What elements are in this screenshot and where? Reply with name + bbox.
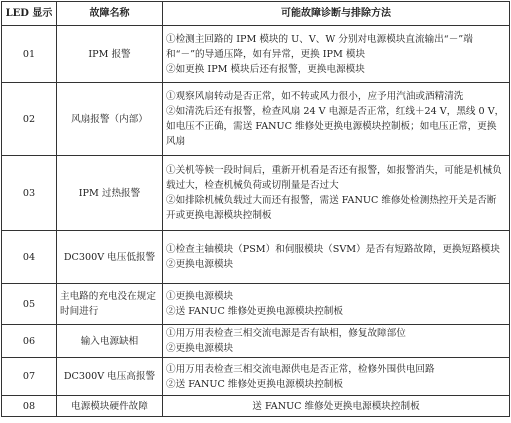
diagnosis-step: ①观察风扇转动是否正常，如不转或风力很小，应予用汽油或酒精清洗 [166, 91, 464, 102]
fault-name: DC300V 电压高报警 [57, 358, 163, 396]
header-led-display: LED 显示 [2, 2, 57, 26]
fault-name: IPM 过热报警 [57, 156, 163, 231]
fault-name: DC300V 电压低报警 [57, 231, 163, 284]
diagnosis-cell [163, 325, 510, 358]
diagnosis-step: ②如排除机械负载过大而还有报警，需送 FANUC 维修处检测热控开关是否断开或更换电源模块控制板 [166, 195, 497, 221]
diagnosis-step: 送 FANUC 维修处更换电源模块控制板 [252, 400, 420, 412]
table-row [2, 284, 510, 325]
led-code: 03 [2, 156, 57, 231]
diagnosis-step: ①更换电源模块 [166, 291, 234, 302]
diagnosis-step: ②如清洗后还有报警，检查风扇 24 V 电源是否正常，红线＋24 V，黑线 0 V，如电压不正确，需送 FANUC 维修处更换电源模块控制板；如电压正常，更换风扇 [166, 106, 505, 147]
diagnosis-cell [163, 156, 510, 231]
diagnosis-step: ②如更换 IPM 模块后还有报警，更换电源模块 [166, 63, 365, 75]
table-row [2, 396, 510, 417]
led-code: 05 [2, 284, 57, 325]
fault-diagnosis-table [1, 1, 510, 417]
diagnosis-cell [163, 358, 510, 396]
table-row [2, 358, 510, 396]
led-code: 04 [2, 231, 57, 284]
diagnosis-cell [163, 83, 510, 156]
header-diagnosis-method: 可能故障诊断与排除方法 [163, 2, 510, 26]
diagnosis-step: ②送 FANUC 维修处更换电源模块控制板 [166, 378, 343, 390]
fault-name: 电源模块硬件故障 [57, 396, 163, 417]
diagnosis-step: ①关机等候一段时间后，重新开机看是否还有报警，如报警消失，可能是机械负载过大，检查机械负荷或切削量是否过大 [166, 165, 502, 191]
diagnosis-cell [163, 231, 510, 284]
table-row [2, 325, 510, 358]
diagnosis-cell [163, 26, 510, 83]
diagnosis-step: ①用万用表检查三相交流电源供电是否正常，检修外围供电回路 [166, 363, 435, 375]
fault-name: 主电路的充电没在规定时间进行 [57, 284, 163, 325]
fault-name: 风扇报警（内部） [57, 83, 163, 156]
diagnosis-cell [163, 284, 510, 325]
diagnosis-step: ①用万用表检查三相交流电源是否有缺相，修复故障部位 [166, 328, 406, 339]
diagnosis-cell [163, 396, 510, 417]
led-code: 07 [2, 358, 57, 396]
table-row [2, 83, 510, 156]
diagnosis-step: ②更换电源模块 [166, 343, 234, 354]
led-code: 02 [2, 83, 57, 156]
led-code: 01 [2, 26, 57, 83]
header-fault-name: 故障名称 [57, 2, 163, 26]
table-row [2, 156, 510, 231]
fault-name: IPM 报警 [57, 26, 163, 83]
led-code: 06 [2, 325, 57, 358]
header-row [2, 2, 510, 26]
fault-name: 输入电源缺相 [57, 325, 163, 358]
diagnosis-step: ①检测主回路的 IPM 模块的 U、V、W 分别对电源模块直流输出“－”端和“－”的导通压降，如有异常，更换 IPM 模块 [166, 33, 473, 60]
diagnosis-step: ②更换电源模块 [166, 259, 234, 270]
table-row [2, 231, 510, 284]
diagnosis-step: ①检查主轴模块（PSM）和伺服模块（SVM）是否有短路故障，更换短路模块 [166, 244, 500, 255]
diagnosis-step: ②送 FANUC 维修处更换电源模块控制板 [166, 306, 343, 317]
led-code: 08 [2, 396, 57, 417]
table-row [2, 26, 510, 83]
